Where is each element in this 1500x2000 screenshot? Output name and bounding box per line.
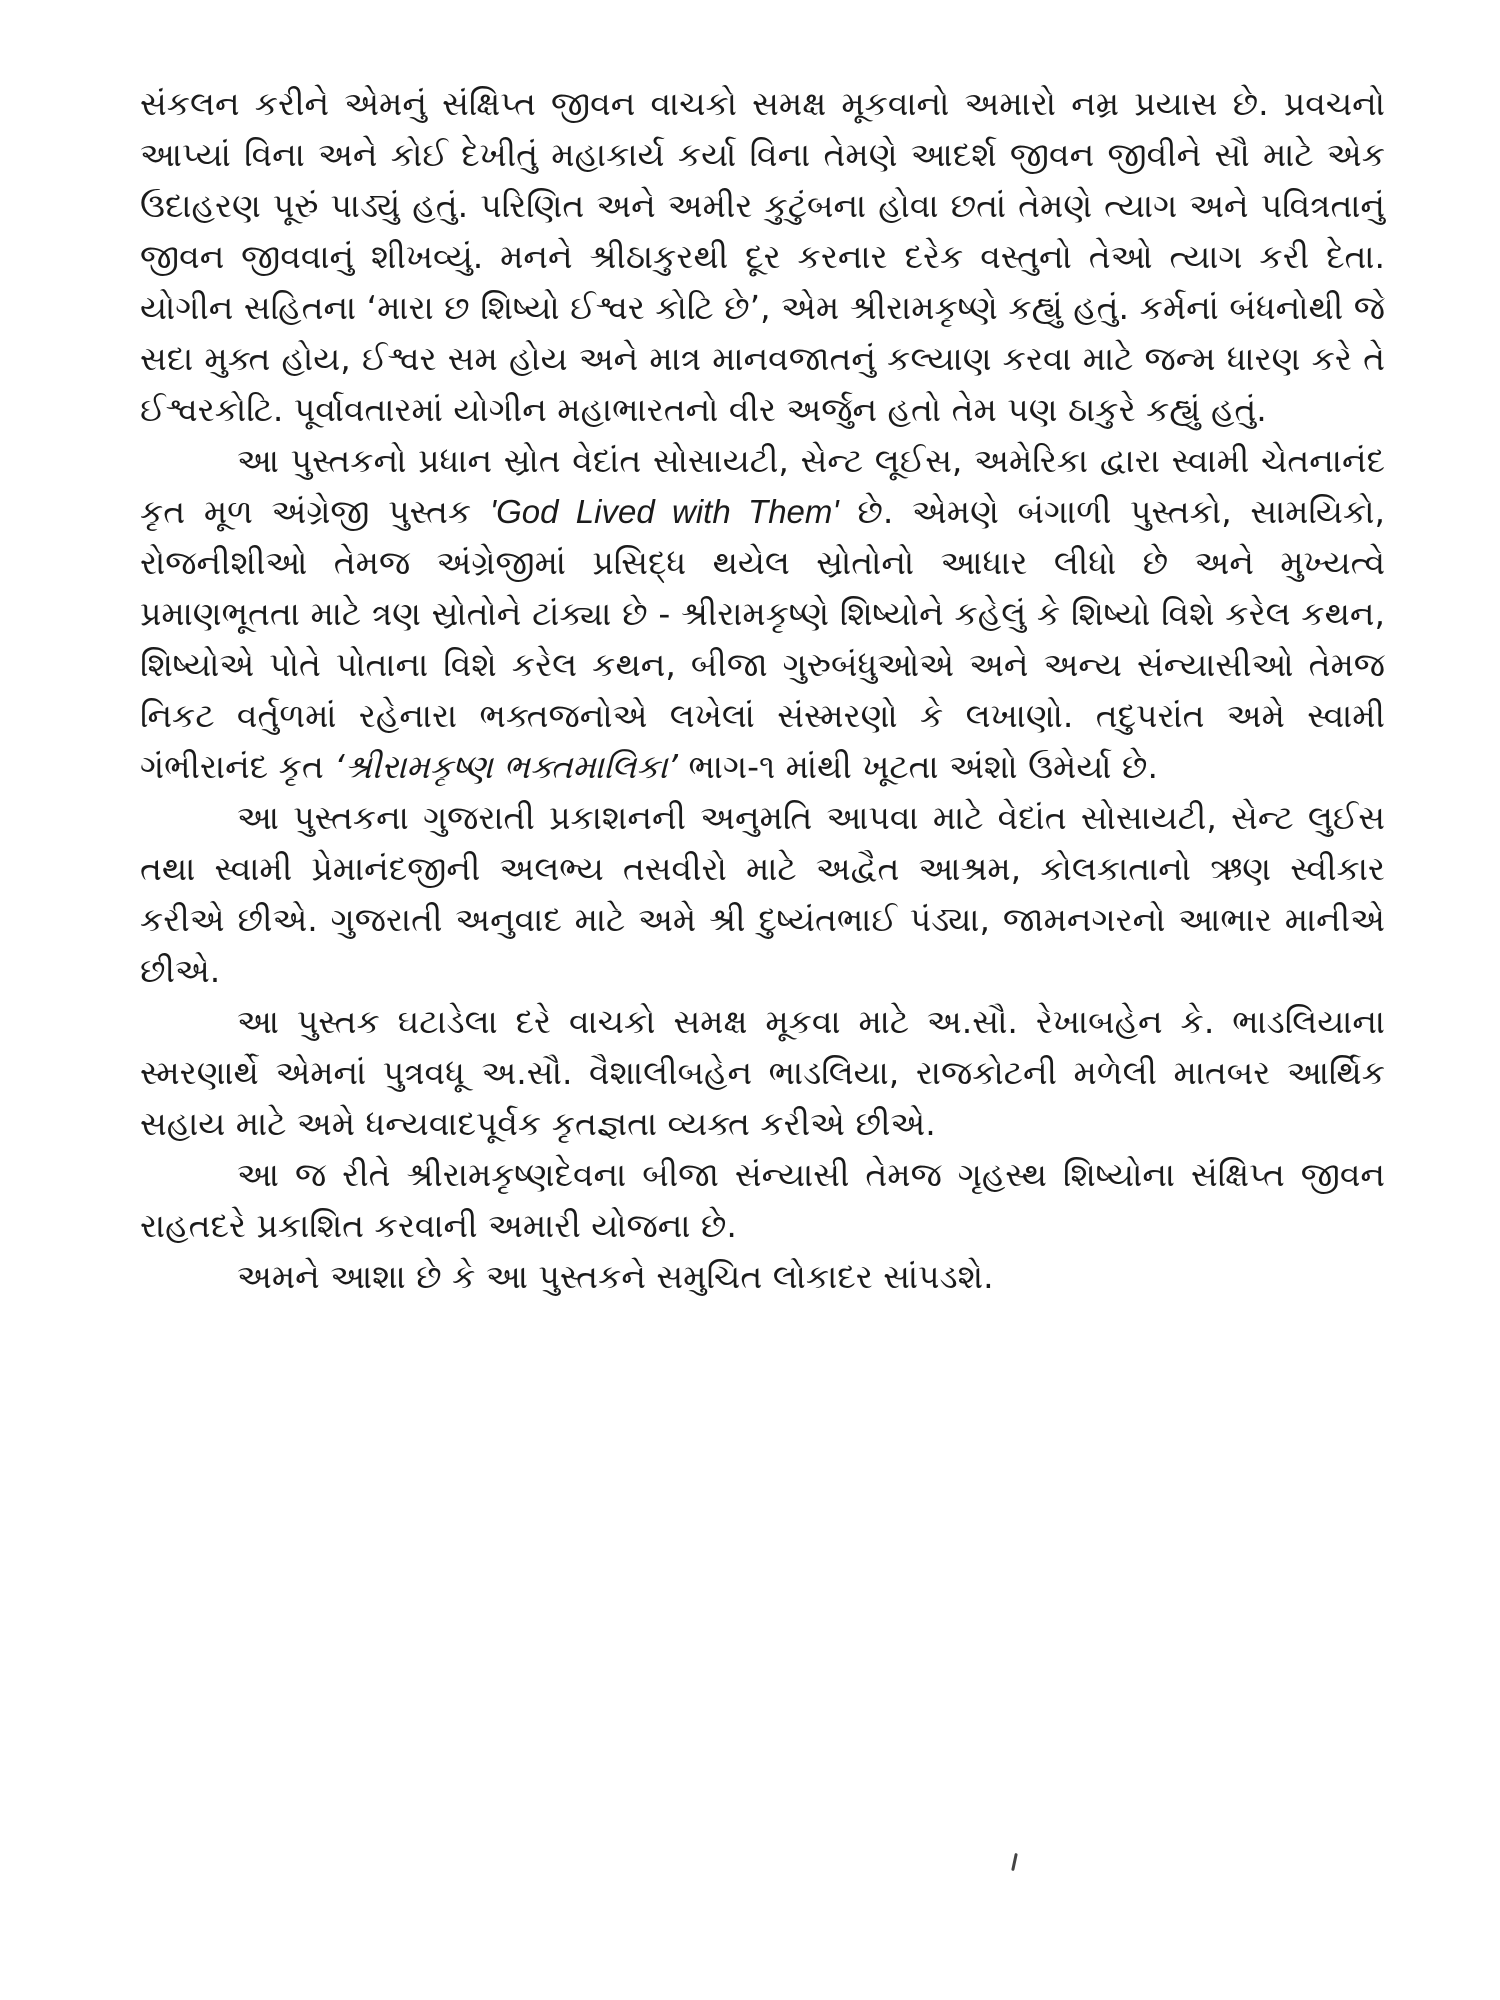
paragraph-plan xyxy=(140,1149,1385,1251)
paragraph-intro xyxy=(140,78,1385,435)
paragraph-sources-text-start: આ પુસ્તકનો પ્રધાન સ્રોત વેદાંત સોસાયટી, સેન્ટ લૂઈસ, અમેરિકા દ્વારા સ્વામી ચેતનાનંદ કૃત મૂળ અંગ્રેજી પુસ્તક xyxy=(140,441,1385,531)
paragraph-support xyxy=(140,996,1385,1149)
scan-speck xyxy=(1011,1853,1018,1871)
paragraph-plan-text: આ જ રીતે શ્રીરામકૃષ્ણદેવના બીજા સંન્યાસી તેમજ ગૃહસ્થ શિષ્યોના સંક્ષિપ્ત જીવન રાહતદરે પ્રકાશિત કરવાની અમારી યોજના છે. xyxy=(140,1155,1385,1245)
paragraph-acknowledgement xyxy=(140,792,1385,996)
paragraph-sources-text-end: ભાગ-૧ માંથી ખૂટતા અંશો ઉમેર્યા છે. xyxy=(678,747,1158,786)
paragraph-closing-text: અમને આશા છે કે આ પુસ્તકને સમુચિત લોકાદર સાંપડશે. xyxy=(237,1257,994,1296)
paragraph-sources xyxy=(140,435,1385,792)
body-text xyxy=(140,78,1385,1302)
paragraph-closing xyxy=(140,1251,1385,1302)
paragraph-sources-text-middle: છે. એમણે બંગાળી પુસ્તકો, સામયિકો, રોજનીશીઓ તેમજ અંગ્રેજીમાં પ્રસિદ્ધ થયેલ સ્રોતોનો આધાર લીધો છે અને મુખ્યત્વે પ્રમાણભૂતતા માટે ત્રણ સ્રોતોને ટાંક્યા છે - શ્રીરામકૃષ્ણે શિષ્યોને કહેલું કે શિષ્યો વિશે કરેલ કથન, શિષ્યોએ પોતે પોતાના વિશે કરેલ કથન, બીજા ગુરુબંધુઓએ અને અન્ય સંન્યાસીઓ તેમજ નિકટ વર્તુળમાં રહેનારા ભક્તજનોએ લખેલાં સંસ્મરણો કે લખાણો. તદુપરાંત અમે સ્વામી ગંભીરાનંદ કૃત xyxy=(140,492,1385,786)
paragraph-intro-text: સંકલન કરીને એમનું સંક્ષિપ્ત જીવન વાચકો સમક્ષ મૂકવાનો અમારો નમ્ર પ્રયાસ છે. પ્રવચનો આપ્યાં વિના અને કોઈ દેખીતું મહાકાર્ય કર્યા વિના તેમણે આદર્શ જીવન જીવીને સૌ માટે એક ઉદાહરણ પૂરું પાડ્યું હતું. પરિણિત અને અમીર કુટુંબના હોવા છતાં તેમણે ત્યાગ અને પવિત્રતાનું જીવન જીવવાનું શીખવ્યું. મનને શ્રીઠાકુરથી દૂર કરનાર દરેક વસ્તુનો તેઓ ત્યાગ કરી દેતા. યોગીન સહિતના ‘મારા છ શિષ્યો ઈશ્વર કોટિ છે’, એમ શ્રીરામકૃષ્ણે કહ્યું હતું. કર્મનાં બંધનોથી જે સદા મુક્ત હોય, ઈશ્વર સમ હોય અને માત્ર માનવજાતનું કલ્યાણ કરવા માટે જન્મ ધારણ કરે તે ઈશ્વરકોટિ. પૂર્વાવતારમાં યોગીન મહાભારતનો વીર અર્જુન હતો તેમ પણ ઠાકુરે કહ્યું હતું. xyxy=(140,84,1385,429)
paragraph-support-text: આ પુસ્તક ઘટાડેલા દરે વાચકો સમક્ષ મૂકવા માટે અ.સૌ. રેખાબહેન કે. ભાડલિયાના સ્મરણાર્થે એમનાં પુત્રવધૂ અ.સૌ. વૈશાલીબહેન ભાડલિયા, રાજકોટની મળેલી માતબર આર્થિક સહાય માટે અમે ધન્યવાદપૂર્વક કૃતજ્ઞતા વ્યક્ત કરીએ છીએ. xyxy=(140,1002,1385,1143)
book-title-english: 'God Lived with Them' xyxy=(489,493,839,530)
book-title-gujarati: ‘શ્રીરામકૃષ્ણ ભક્તમાલિકા’ xyxy=(334,747,679,786)
paragraph-acknowledgement-text: આ પુસ્તકના ગુજરાતી પ્રકાશનની અનુમતિ આપવા માટે વેદાંત સોસાયટી, સેન્ટ લુઈસ તથા સ્વામી પ્રેમાનંદજીની અલભ્ય તસવીરો માટે અદ્વૈત આશ્રમ, કોલકાતાનો ઋણ સ્વીકાર કરીએ છીએ. ગુજરાતી અનુવાદ માટે અમે શ્રી દુષ્યંતભાઈ પંડ્યા, જામનગરનો આભાર માનીએ છીએ. xyxy=(140,798,1385,990)
